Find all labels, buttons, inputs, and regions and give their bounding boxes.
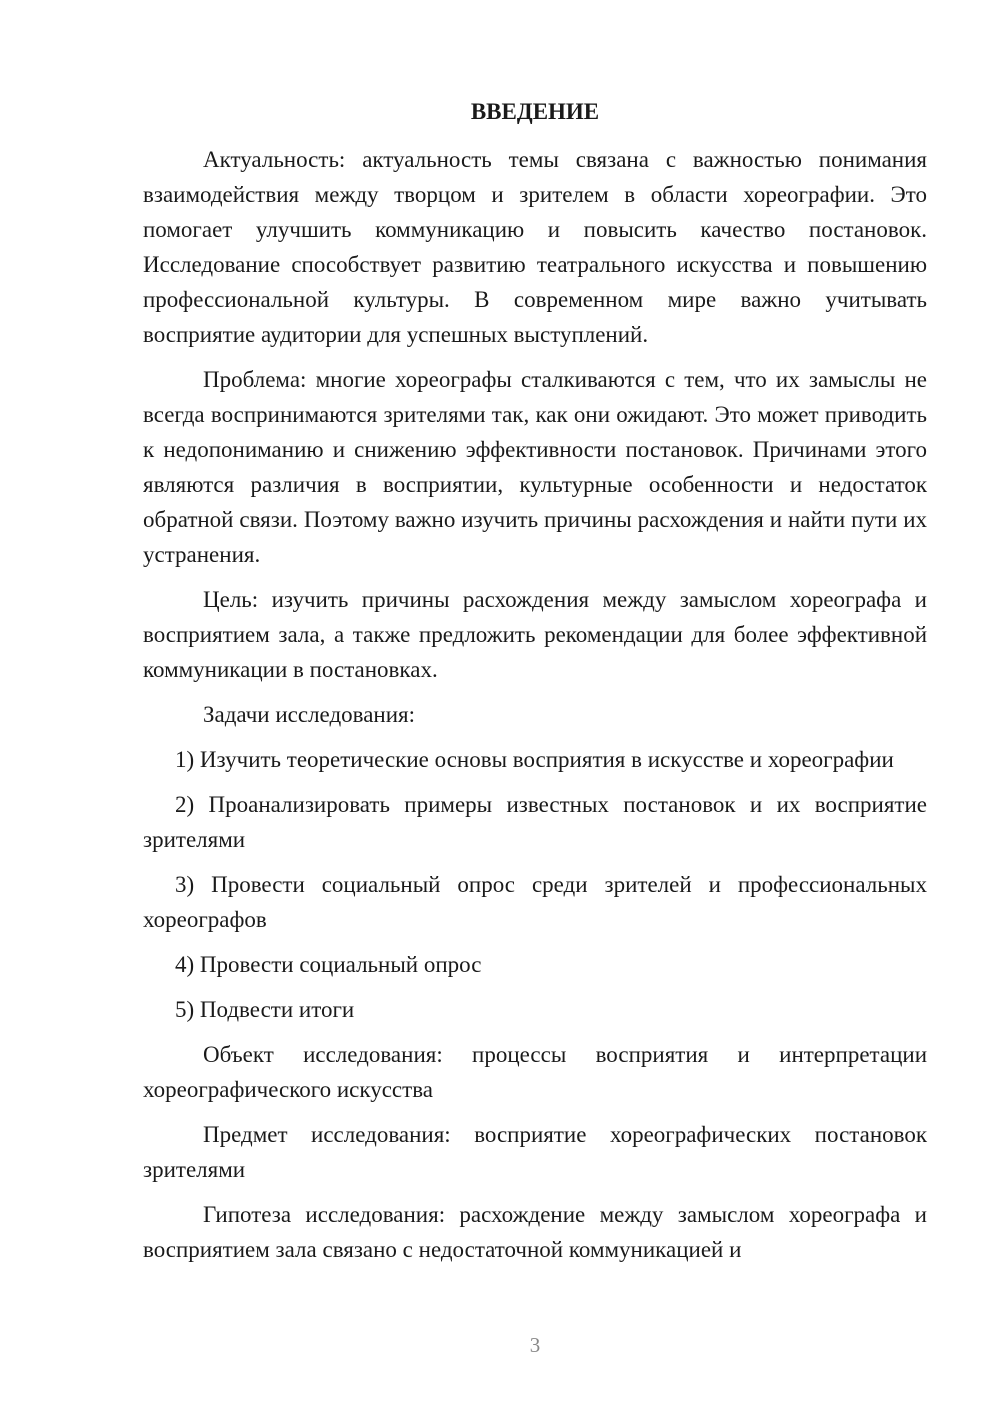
task-item-2: 2) Проанализировать примеры известных постановок и их восприятие зрителями xyxy=(143,792,927,852)
page-number: 3 xyxy=(529,1333,541,1357)
object-paragraph: Объект исследования: процессы восприятия и интерпретации хореографического искусства xyxy=(143,1042,927,1102)
task-item-5: 5) Подвести итоги xyxy=(175,997,355,1022)
subject-paragraph: Предмет исследования: восприятие хореографических постановок зрителями xyxy=(143,1122,927,1182)
problem-paragraph: Проблема: многие хореографы сталкиваются с тем, что их замыслы не всегда воспринимаются зрителями так, как они ожидают. Это может приводить к недопониманию и снижению эффективности постановок. Причинами этого являются различия в восприятии, культурные особенности и недостаток обратной связи. Поэтому важно изучить причины расхождения и найти пути их устранения. xyxy=(143,367,927,567)
page-body xyxy=(143,94,927,1277)
task-item-4: 4) Провести социальный опрос xyxy=(175,952,482,977)
task-item-3: 3) Провести социальный опрос среди зрителей и профессиональных хореографов xyxy=(143,872,927,932)
tasks-heading: Задачи исследования: xyxy=(203,702,416,727)
hypothesis-paragraph: Гипотеза исследования: расхождение между замыслом хореографа и восприятием зала связано с недостаточной коммуникацией и xyxy=(143,1202,927,1262)
goal-paragraph: Цель: изучить причины расхождения между замыслом хореографа и восприятием зала, а также предложить рекомендации для более эффективной коммуникации в постановках. xyxy=(143,587,927,682)
relevance-paragraph: Актуальность: актуальность темы связана с важностью понимания взаимодействия между творцом и зрителем в области хореографии. Это помогает улучшить коммуникацию и повысить качество постановок. Исследование способствует развитию театрального искусства и повышению профессиональной культуры. В современном мире важно учитывать восприятие аудитории для успешных выступлений. xyxy=(143,147,927,347)
task-item-1: 1) Изучить теоретические основы восприятия в искусстве и хореографии xyxy=(175,747,894,772)
section-title: ВВЕДЕНИЕ xyxy=(470,99,600,124)
